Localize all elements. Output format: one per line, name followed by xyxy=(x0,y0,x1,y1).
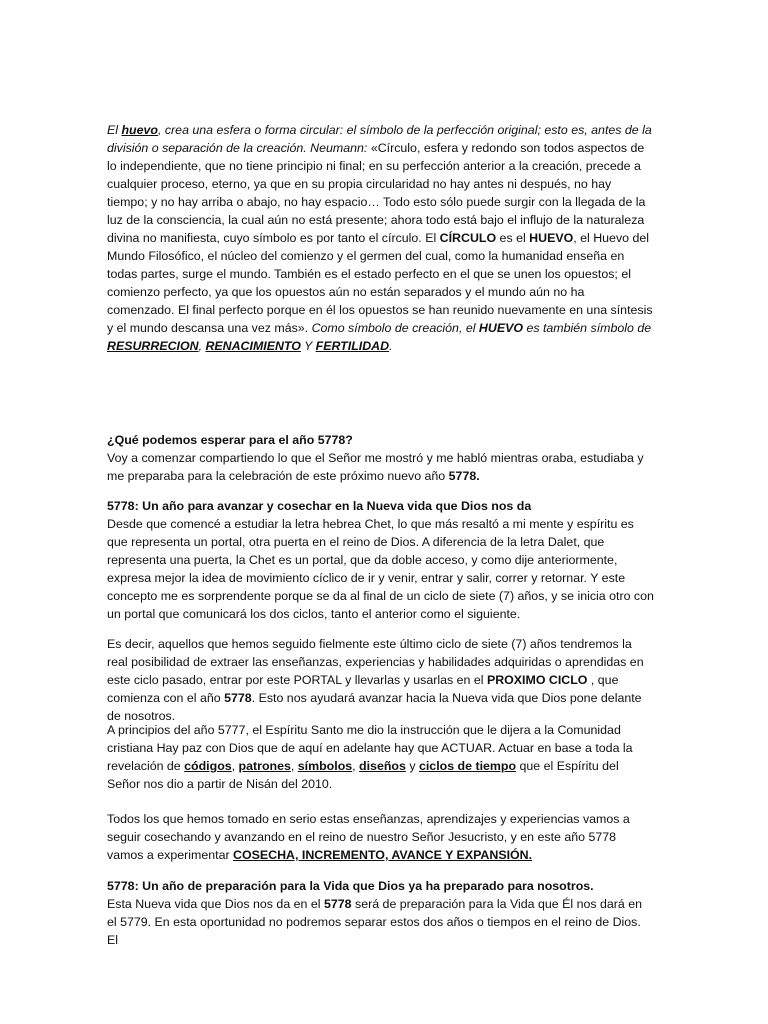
text: , el Huevo del Mundo Filosófico, el núcleo del comienzo y el germen del cual, como la humanidad enseña en todas partes, surge el mundo. También es el estado perfecto en el que se unen los opuestos; el comienzo perfecto, ya que los opuestos aún no están separados y el mundo aún no ha comenzado. El final perfecto porque en él los opuestos se han reunido nuevamente en una síntesis y el mundo descansa una vez más». xyxy=(107,231,653,335)
keyword-disenos: diseños xyxy=(359,759,406,773)
text: es también símbolo de xyxy=(523,321,652,335)
text: A principios del año 5777, el Espíritu Santo me dio la instrucción que le dijera a la Comunidad cristiana Hay paz con Dios que de aquí en adelante hay que ACTUAR. Actuar en base a toda la revelación de xyxy=(107,723,633,773)
keyword-huevo: HUEVO xyxy=(529,231,574,245)
text: . xyxy=(389,339,393,353)
text: , xyxy=(352,759,360,773)
text: , que comienza con el año xyxy=(107,673,619,705)
paragraph-avanzar-cosechar xyxy=(107,497,655,623)
text: es el xyxy=(496,231,530,245)
section-heading: 5778: Un año para avanzar y cosechar en la Nueva vida que Dios nos da xyxy=(107,499,532,513)
keyword-simbolos: símbolos xyxy=(297,759,353,773)
paragraph-huevo xyxy=(107,121,655,355)
keyword-huevo: huevo xyxy=(121,123,158,137)
text: Todos los que hemos tomado en serio estas enseñanzas, aprendizajes y experiencias vamos a seguir cosechando y avanzando en el reino de nuestro Señor Jesucristo, y en este año 5778 vamos a experimentar xyxy=(107,812,630,862)
text: Es decir, aquellos que hemos seguido fielmente este último ciclo de siete (7) años tendremos la real posibilidad de extraer las enseñanzas, experiencias y habilidades adquiridas o aprendidas en este ciclo pasado, entrar por este PORTAL y llevarlas y usarlas en el xyxy=(107,637,644,687)
keyword-resurreccion: RESURRECION xyxy=(107,339,199,353)
keyword-ciclos-de-tiempo: ciclos de tiempo xyxy=(418,759,517,773)
keyword-renacimiento: RENACIMIENTO xyxy=(205,339,301,353)
keyword-cosecha: COSECHA, INCREMENTO, AVANCE Y EXPANSIÓN. xyxy=(233,848,533,862)
text: Voy a comenzar compartiendo lo que el Señor me mostró y me habló mientras oraba, estudiaba y me preparaba para la celebración de este próximo nuevo año xyxy=(107,451,644,483)
neumann-quote: «Círculo, esfera y redondo son todos aspectos de lo independiente, que no tiene principio ni final; en su perfección anterior a la creación, precede a cualquier proceso, eterno, ya que en su propia circularidad no hay antes ni después, no hay tiempo; y no hay arriba o abajo, no hay espacio… Todo esto sólo puede surgir con la llegada de la luz de la consciencia, la cual aún no está presente; ahora todo está bajo el influjo de la naturaleza divina no manifiesta, cuyo símbolo es por tanto el círculo. El xyxy=(107,141,646,245)
section-heading: 5778: Un año de preparación para la Vida que Dios ya ha preparado para nosotros. xyxy=(107,879,594,893)
keyword-huevo: HUEVO xyxy=(478,321,523,335)
text: . Esto nos ayudará avanzar hacia la Nueva vida que Dios pone delante de nosotros. xyxy=(107,691,642,723)
keyword-patrones: patrones xyxy=(238,759,291,773)
text: que el Espíritu del Señor nos dio a partir de Nisán del 2010. xyxy=(107,759,619,791)
paragraph-cosecha xyxy=(107,810,655,864)
section-heading: ¿Qué podemos esperar para el año 5778? xyxy=(107,433,353,447)
paragraph-preparacion xyxy=(107,877,655,949)
text: , crea una esfera o forma circular: el símbolo de la perfección original; esto es, antes de la división o separación de la creación. Neumann: xyxy=(107,123,652,155)
keyword-proximo-ciclo: PROXIMO CICLO xyxy=(486,673,588,687)
keyword-fertilidad: FERTILIDAD xyxy=(315,339,390,353)
text: El xyxy=(107,123,122,137)
year-5778: 5778 xyxy=(224,691,252,705)
keyword-circulo: CÍRCULO xyxy=(439,231,497,245)
keyword-codigos: códigos xyxy=(184,759,232,773)
text: Esta Nueva vida que Dios nos da en el xyxy=(107,897,324,911)
text: Como símbolo de creación, el xyxy=(308,321,479,335)
paragraph-actuar xyxy=(107,721,655,793)
text: , xyxy=(198,339,206,353)
text: Y xyxy=(300,339,316,353)
text: y xyxy=(405,759,419,773)
year-5778: 5778 xyxy=(323,897,352,911)
text: será de preparación para la Vida que Él nos dará en el 5779. En esta oportunidad no podremos separar estos dos años o tiempos en el reino de Dios. El xyxy=(107,897,643,947)
paragraph-que-esperar xyxy=(107,431,655,485)
text: , xyxy=(231,759,239,773)
text: Desde que comencé a estudiar la letra hebrea Chet, lo que más resaltó a mi mente y espíritu es que representa un portal, otra puerta en el reino de Dios. A diferencia de la letra Dalet, que representa una puerta, la Chet es un portal, que da doble acceso, y como dije anteriormente, expresa mejor la idea de movimiento cíclico de ir y venir, entrar y salir, correr y retornar. Y este concepto me es sorprendente porque se da al final de un ciclo de siete (7) años, y se inicia otro con un portal que comunicará los dos ciclos, tanto el anterior como el siguiente. xyxy=(107,517,654,621)
paragraph-ciclo-siete xyxy=(107,635,655,725)
text: , xyxy=(290,759,298,773)
year-5778: 5778. xyxy=(448,469,480,483)
